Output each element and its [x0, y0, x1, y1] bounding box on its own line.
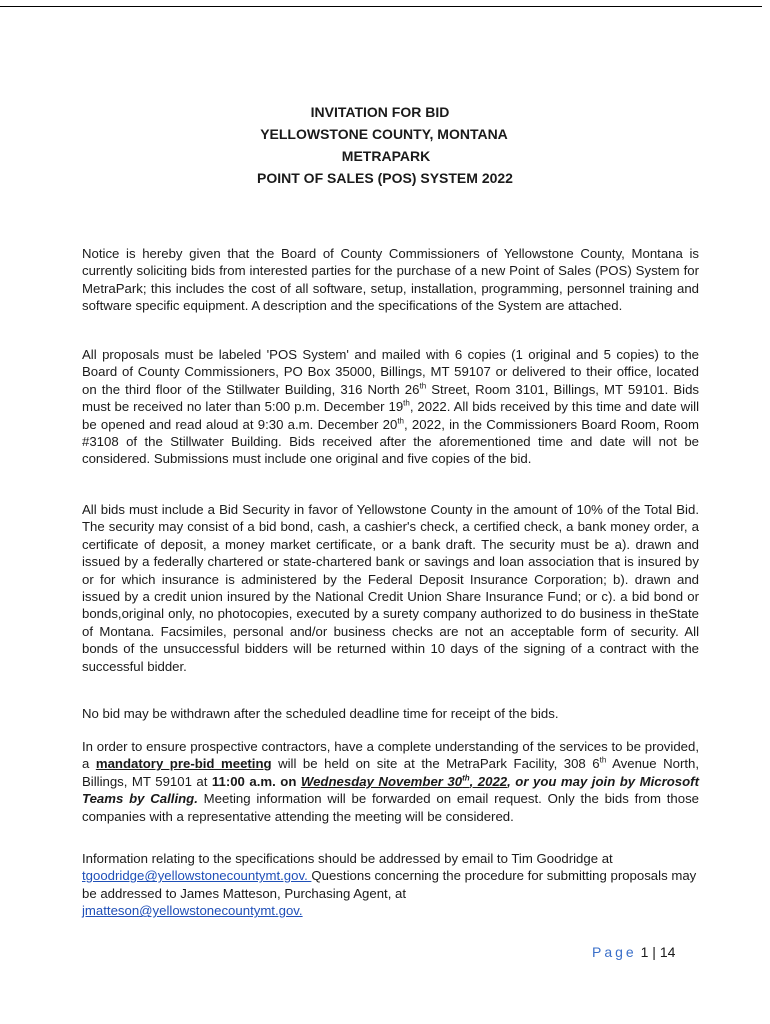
p2-text-a: All proposals must be labeled 'POS System' and mailed with 6 copies (1 original and 5 copies) to the Board of County Commissioners, PO Box 35000, Billings, MT 59107 or delivered to their office, located on the third floor of the Stillwater Building, 316 North 26	[82, 347, 699, 397]
title-line-3: METRAPARK	[341, 148, 431, 164]
p5-text-c: Avenue North, Billings, MT 59101 at	[82, 756, 700, 789]
p2-sup-b: th	[403, 398, 410, 408]
meeting-date-sup: th	[462, 773, 470, 783]
page-total: 14	[659, 944, 676, 960]
paragraph-pre-bid-meeting	[82, 738, 699, 825]
email-link-goodridge[interactable]: tgoodridge@yellowstonecountymt.gov.	[82, 868, 312, 884]
meeting-time: 11:00 a.m. on	[211, 773, 301, 789]
title-line-1: INVITATION FOR BID	[310, 104, 450, 120]
teams-text: , or you may join by Microsoft Teams by Calling.	[82, 773, 699, 807]
page-footer	[592, 944, 675, 960]
page-word: Page	[592, 944, 637, 960]
p2-sup-c: th	[397, 416, 404, 426]
email-link-matteson[interactable]: jmatteson@yellowstonecountymt.gov.	[82, 903, 303, 919]
title-line-4: POINT OF SALES (POS) SYSTEM 2022	[257, 170, 513, 186]
top-rule	[0, 6, 762, 7]
p2-text-c: , 2022. All bids received by this time and date will be opened and read aloud at 9:30 a.m. December 20	[82, 399, 699, 432]
meeting-date	[301, 774, 507, 789]
page-number: 1	[640, 944, 649, 960]
p6-text-a: Information relating to the specifications should be addressed by email to Tim Goodridge at	[82, 851, 613, 866]
paragraph-notice: Notice is hereby given that the Board of County Commissioners of Yellowstone County, Montana is currently soliciting bids from interested parties for the purchase of a new Point of Sales (POS) System for MetraPark; this includes the cost of all software, setup, installation, programming, personnel training and software specific equipment. A description and the specifications of the System are attached.	[82, 246, 699, 314]
paragraph-contact	[82, 850, 699, 920]
p2-text-d: , 2022, in the Commissioners Board Room, Room #3108 of the Stillwater Building. Bids received after the aforementioned time and date will not be considered. Submissions must include one original and five copies of the bid.	[82, 416, 699, 467]
mandatory-meeting-text: mandatory pre-bid meeting	[95, 756, 272, 772]
p5-text-d: Meeting information will be forwarded on email request. Only the bids from those companies with a representative attending the meeting will be considered.	[82, 791, 700, 824]
document-title	[0, 101, 770, 189]
p5-sup-b: th	[599, 756, 607, 766]
p6-text-b: Questions concerning the procedure for submitting proposals may be addressed to James Matteson, Purchasing Agent, at	[82, 868, 697, 901]
p2-text-b: Street, Room 3101, Billings, MT 59101. Bids must be received no later than 5:00 p.m. December 19	[82, 381, 700, 415]
meeting-date-text: Wednesday November 30	[300, 773, 463, 789]
paragraph-bid-security: All bids must include a Bid Security in favor of Yellowstone County in the amount of 10% of the Total Bid. The security may consist of a bid bond, cash, a cashier's check, a certified check, a bank money order, a certificate of deposit, a money market certificate, or a bank draft. The security must be a). drawn and issued by a federally chartered or state-chartered bank or savings and loan association that is insured by or for which insurance is administered by the Federal Deposit Insurance Corporation; b). drawn and issued by a credit union insured by the National Credit Union Share Insurance Fund; or c). a bid bond or bonds,original only, no photocopies, executed by a surety company authorized to do business in theState of Montana. Facsimiles, personal and/or business checks are not an acceptable form of security. All bonds of the unsuccessful bidders will be returned within 10 days of the signing of a contract with the successful bidder.	[82, 502, 699, 674]
paragraph-proposals	[82, 346, 699, 468]
title-line-2: YELLOWSTONE COUNTY, MONTANA	[260, 126, 508, 142]
meeting-date-year: , 2022	[469, 773, 508, 789]
paragraph-withdrawal: No bid may be withdrawn after the scheduled deadline time for receipt of the bids.	[82, 706, 559, 721]
p2-sup-a: th	[419, 381, 427, 391]
p5-text-b: will be held on site at the MetraPark Facility, 308 6	[271, 756, 600, 772]
page-separator: |	[648, 944, 660, 960]
p5-text-a: In order to ensure prospective contractors, have a complete understanding of the services to be provided, a	[82, 739, 699, 772]
